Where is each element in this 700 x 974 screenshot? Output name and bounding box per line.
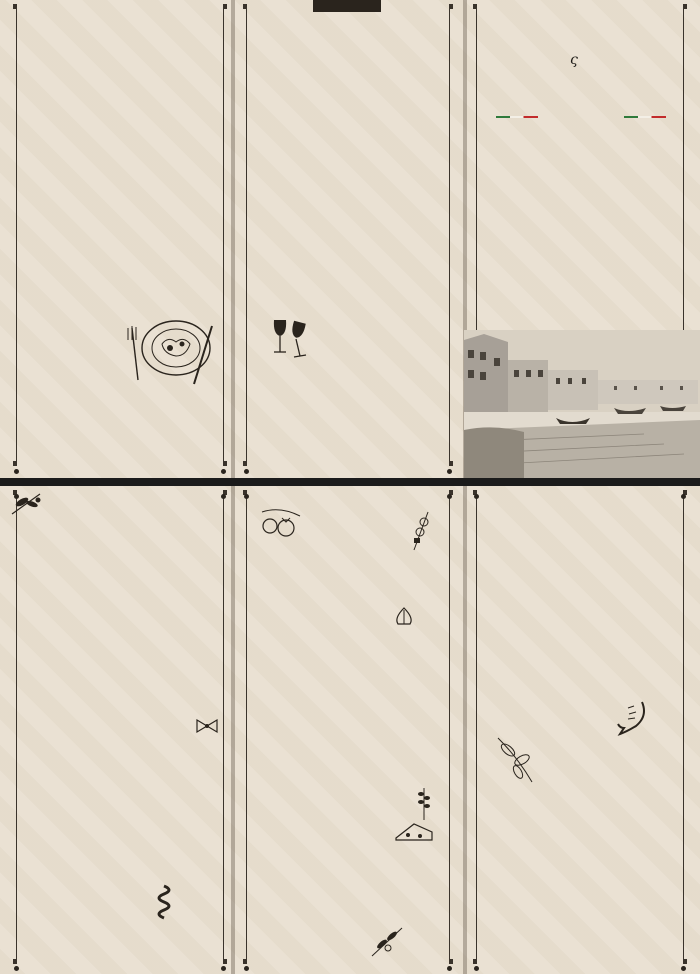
wheat-icon [416,786,432,820]
harbor-illustration [464,330,700,478]
drinks-panel [246,4,450,466]
fusilli-icon [150,884,178,920]
wine-glasses-icon [270,318,310,360]
garlic-icon [394,606,414,628]
tomato-vine-icon [258,506,304,540]
food-panel-1 [16,490,224,964]
herb-leaves-icon [494,736,538,784]
flag-stripe [496,116,538,118]
olive-sprig-icon [368,924,408,958]
food-panel-3 [476,490,684,964]
menu-outside: ς [0,0,700,478]
cheese-icon [394,820,434,842]
intro-panel [16,4,224,466]
skewer-icon [410,510,432,552]
food-panel-2 [246,490,450,964]
plate-illustration [124,318,216,388]
olive-branch-icon [10,490,46,516]
flag-stripe-right [624,116,666,118]
bevande-tab [313,0,381,12]
pasta-bow-icon [196,718,218,734]
menu-inside [0,486,700,974]
shrimp-icon [614,698,650,738]
